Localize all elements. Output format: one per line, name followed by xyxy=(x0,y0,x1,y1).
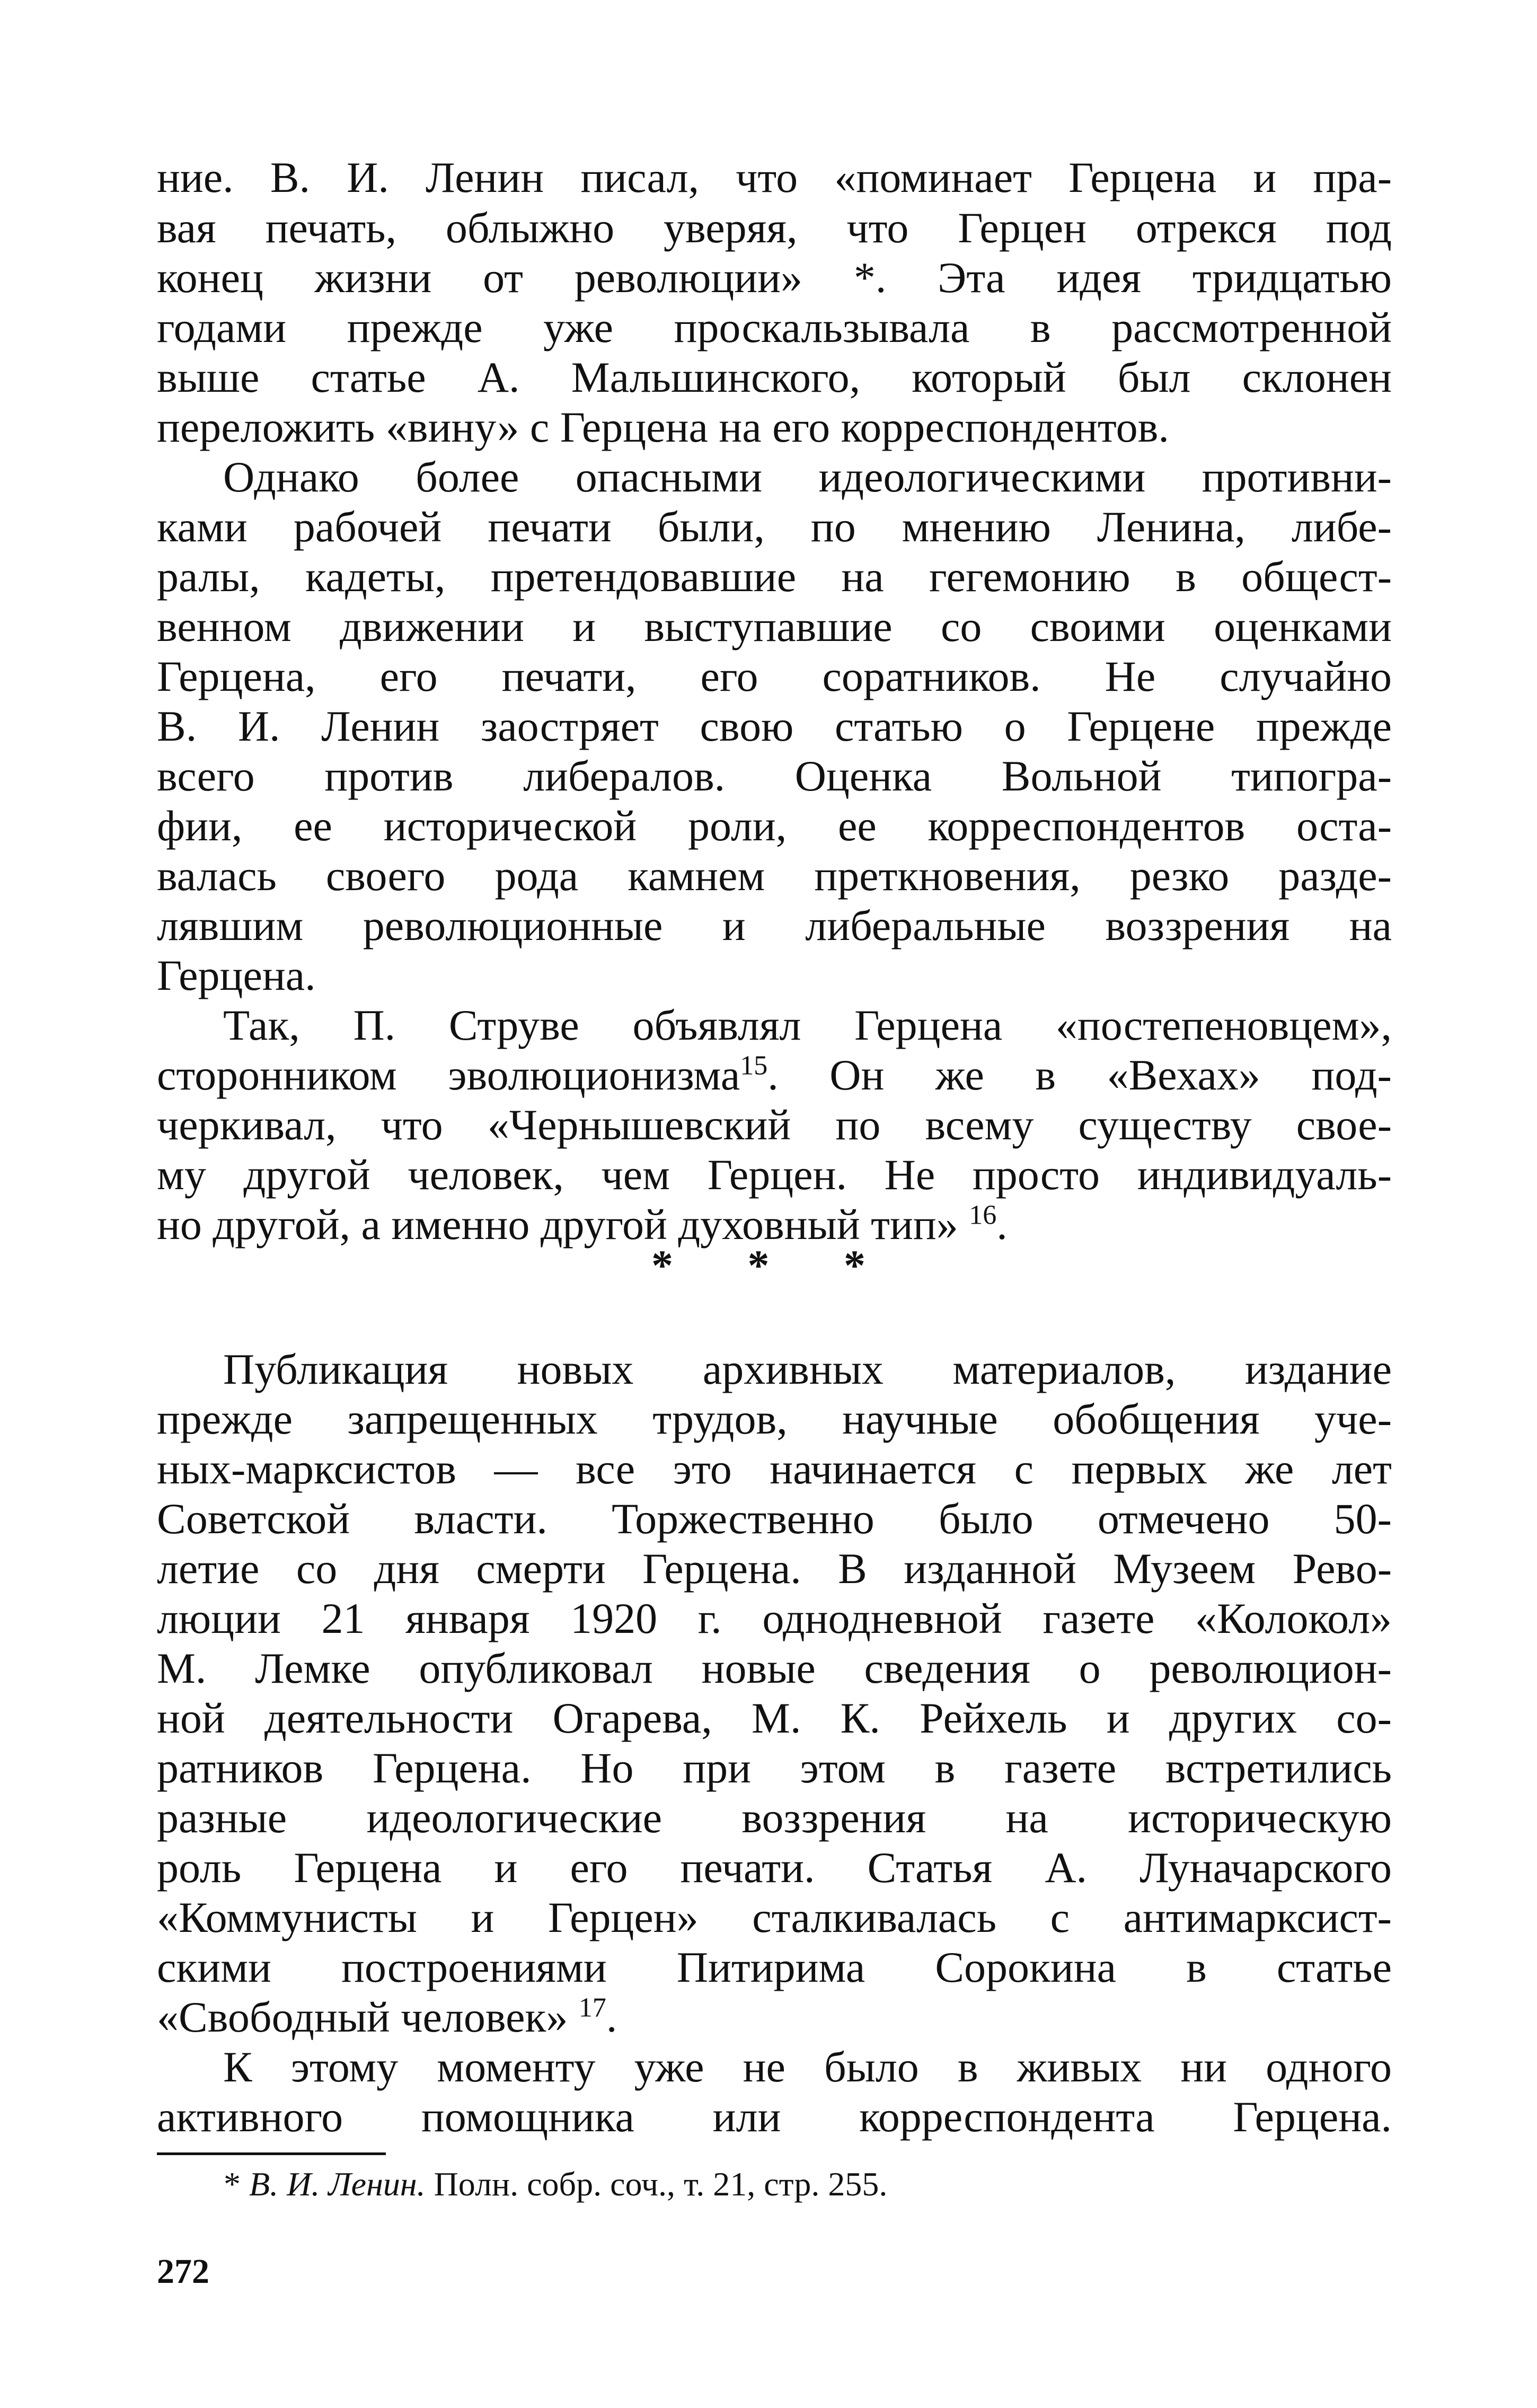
footnote xyxy=(224,2163,887,2205)
text-line: К этому моменту уже не было в живых ни одного xyxy=(223,2043,1392,2091)
text-line: скими построениями Питирима Сорокина в статье xyxy=(157,1943,1392,1991)
text-span: . Он же в «Вехах» под- xyxy=(767,1051,1392,1099)
text-line: Однако более опасными идеологическими противни- xyxy=(223,453,1392,501)
text-line: ние. В. И. Ленин писал, что «поминает Герцена и пра- xyxy=(157,153,1392,201)
footnote-marker: * xyxy=(224,2165,241,2203)
text-span: «Свободный человек» xyxy=(157,1993,568,2041)
text-line: вая печать, облыжно уверяя, что Герцен отрекся под xyxy=(157,204,1392,252)
text-line: ных-марксистов — все это начинается с первых же лет xyxy=(157,1445,1392,1493)
text-line: лявшим революционные и либеральные воззрения на xyxy=(157,901,1392,950)
footnote-ref: 17 xyxy=(578,1992,606,2023)
text-line: М. Лемке опубликовал новые сведения о революцион- xyxy=(157,1644,1392,1692)
text-line: Советской власти. Торжественно было отмечено 50- xyxy=(157,1495,1392,1543)
text-line: фии, ее исторической роли, ее корреспондентов оста- xyxy=(157,802,1392,850)
text-line xyxy=(157,1050,1392,1100)
text-line: ной деятельности Огарева, М. К. Рейхель и других со- xyxy=(157,1694,1392,1742)
page-number: 272 xyxy=(157,2252,209,2291)
text-span: . xyxy=(996,1200,1008,1249)
text-span: . xyxy=(606,1993,617,2041)
text-line: ками рабочей печати были, по мнению Ленина, либе- xyxy=(157,503,1392,551)
text-line: прежде запрещенных трудов, научные обобщения уче- xyxy=(157,1395,1392,1443)
text-line: черкивал, что «Чернышевский по всему существу свое- xyxy=(157,1101,1392,1149)
text-line: летие со дня смерти Герцена. В изданной Музеем Рево- xyxy=(157,1544,1392,1593)
text-line: «Коммунисты и Герцен» сталкивалась с антимарксист- xyxy=(157,1893,1392,1941)
footnote-source: Полн. собр. соч., т. 21, стр. 255. xyxy=(434,2165,888,2203)
text-line: Так, П. Струве объявлял Герцена «постепеновцем», xyxy=(223,1001,1392,1049)
text-line: разные идеологические воззрения на историческую xyxy=(157,1794,1392,1842)
text-line: Публикация новых архивных материалов, издание xyxy=(223,1345,1392,1393)
footnote-rule xyxy=(157,2152,386,2155)
text-line: активного помощника или корреспондента Герцена. xyxy=(157,2093,1392,2141)
section-separator: * * * xyxy=(651,1241,897,1289)
footnote-author: В. И. Ленин. xyxy=(249,2165,426,2203)
footnote-ref: 16 xyxy=(969,1200,997,1231)
text-line: валась своего рода камнем преткновения, резко разде- xyxy=(157,851,1392,900)
text-line: роль Герцена и его печати. Статья А. Луначарского xyxy=(157,1843,1392,1892)
text-line: В. И. Ленин заостряет свою статью о Герцене прежде xyxy=(157,702,1392,750)
text-line: люции 21 января 1920 г. однодневной газете «Колокол» xyxy=(157,1594,1392,1642)
text-line: годами прежде уже проскальзывала в рассмотренной xyxy=(157,303,1392,351)
text-line: венном движении и выступавшие со своими оценками xyxy=(157,602,1392,651)
text-line: ралы, кадеты, претендовавшие на гегемонию в общест- xyxy=(157,552,1392,601)
text-line: всего против либералов. Оценка Вольной типогра- xyxy=(157,752,1392,800)
text-span: сторонником эволюционизма xyxy=(157,1051,740,1099)
text-span: но другой, а именно другой духовный тип» xyxy=(157,1200,958,1249)
text-line: му другой человек, чем Герцен. Не просто индивидуаль- xyxy=(157,1150,1392,1199)
text-line: Герцена, его печати, его соратников. Не случайно xyxy=(157,652,1392,700)
text-line: конец жизни от революции» *. Эта идея тридцатью xyxy=(157,253,1392,302)
text-line: выше статье А. Мальшинского, который был склонен xyxy=(157,353,1392,401)
text-line: ратников Герцена. Но при этом в газете встретились xyxy=(157,1744,1392,1792)
footnote-ref: 15 xyxy=(740,1050,768,1081)
text-line: переложить «вину» с Герцена на его корреспондентов. xyxy=(157,403,1169,451)
text-line xyxy=(157,1992,1392,2042)
text-line: Герцена. xyxy=(157,951,316,999)
